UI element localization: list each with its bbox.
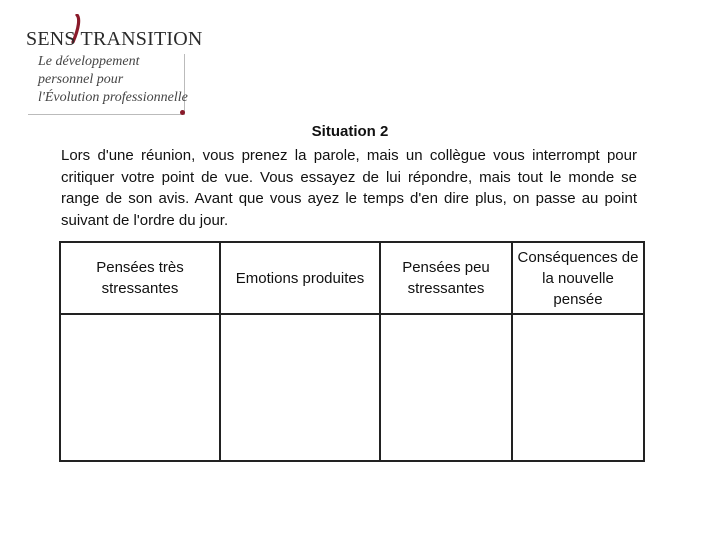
thoughts-table (59, 241, 645, 462)
header-emotions: Emotions produites (220, 242, 380, 314)
situation-text: Lors d'une réunion, vous prenez la parole, mais un collègue vous interrompt pour critiquer votre point de vue. Vous essayez de lui répondre, mais tout le monde se range de son avis. Avant que vous ayez le temps d'en dire plus, on passe au point suivant de l'ordre du jour. (61, 147, 637, 229)
logo-tagline-line-1: Le développement (38, 54, 140, 69)
header-less-stressful-thoughts: Pensées peu stressantes (380, 242, 512, 314)
logo-brand-text: SENS TRANSITION (26, 28, 203, 50)
cell-less-stressful-thoughts[interactable] (380, 314, 512, 461)
situation-title: Situation 2 (311, 123, 389, 140)
cell-emotions[interactable] (220, 314, 380, 461)
logo (26, 14, 203, 120)
logo-tagline-line-3: l'Évolution professionnelle (38, 90, 188, 105)
logo-tagline-line-2: personnel pour (38, 72, 124, 87)
cell-stressful-thoughts[interactable] (60, 314, 220, 461)
cell-consequences[interactable] (512, 314, 644, 461)
table-header-row (60, 242, 644, 314)
logo-dot (180, 110, 185, 115)
header-stressful-thoughts: Pensées très stressantes (60, 242, 220, 314)
header-consequences: Conséquences de la nouvelle pensée (512, 242, 644, 314)
logo-tagline-box (28, 54, 188, 115)
table-row (60, 314, 644, 461)
